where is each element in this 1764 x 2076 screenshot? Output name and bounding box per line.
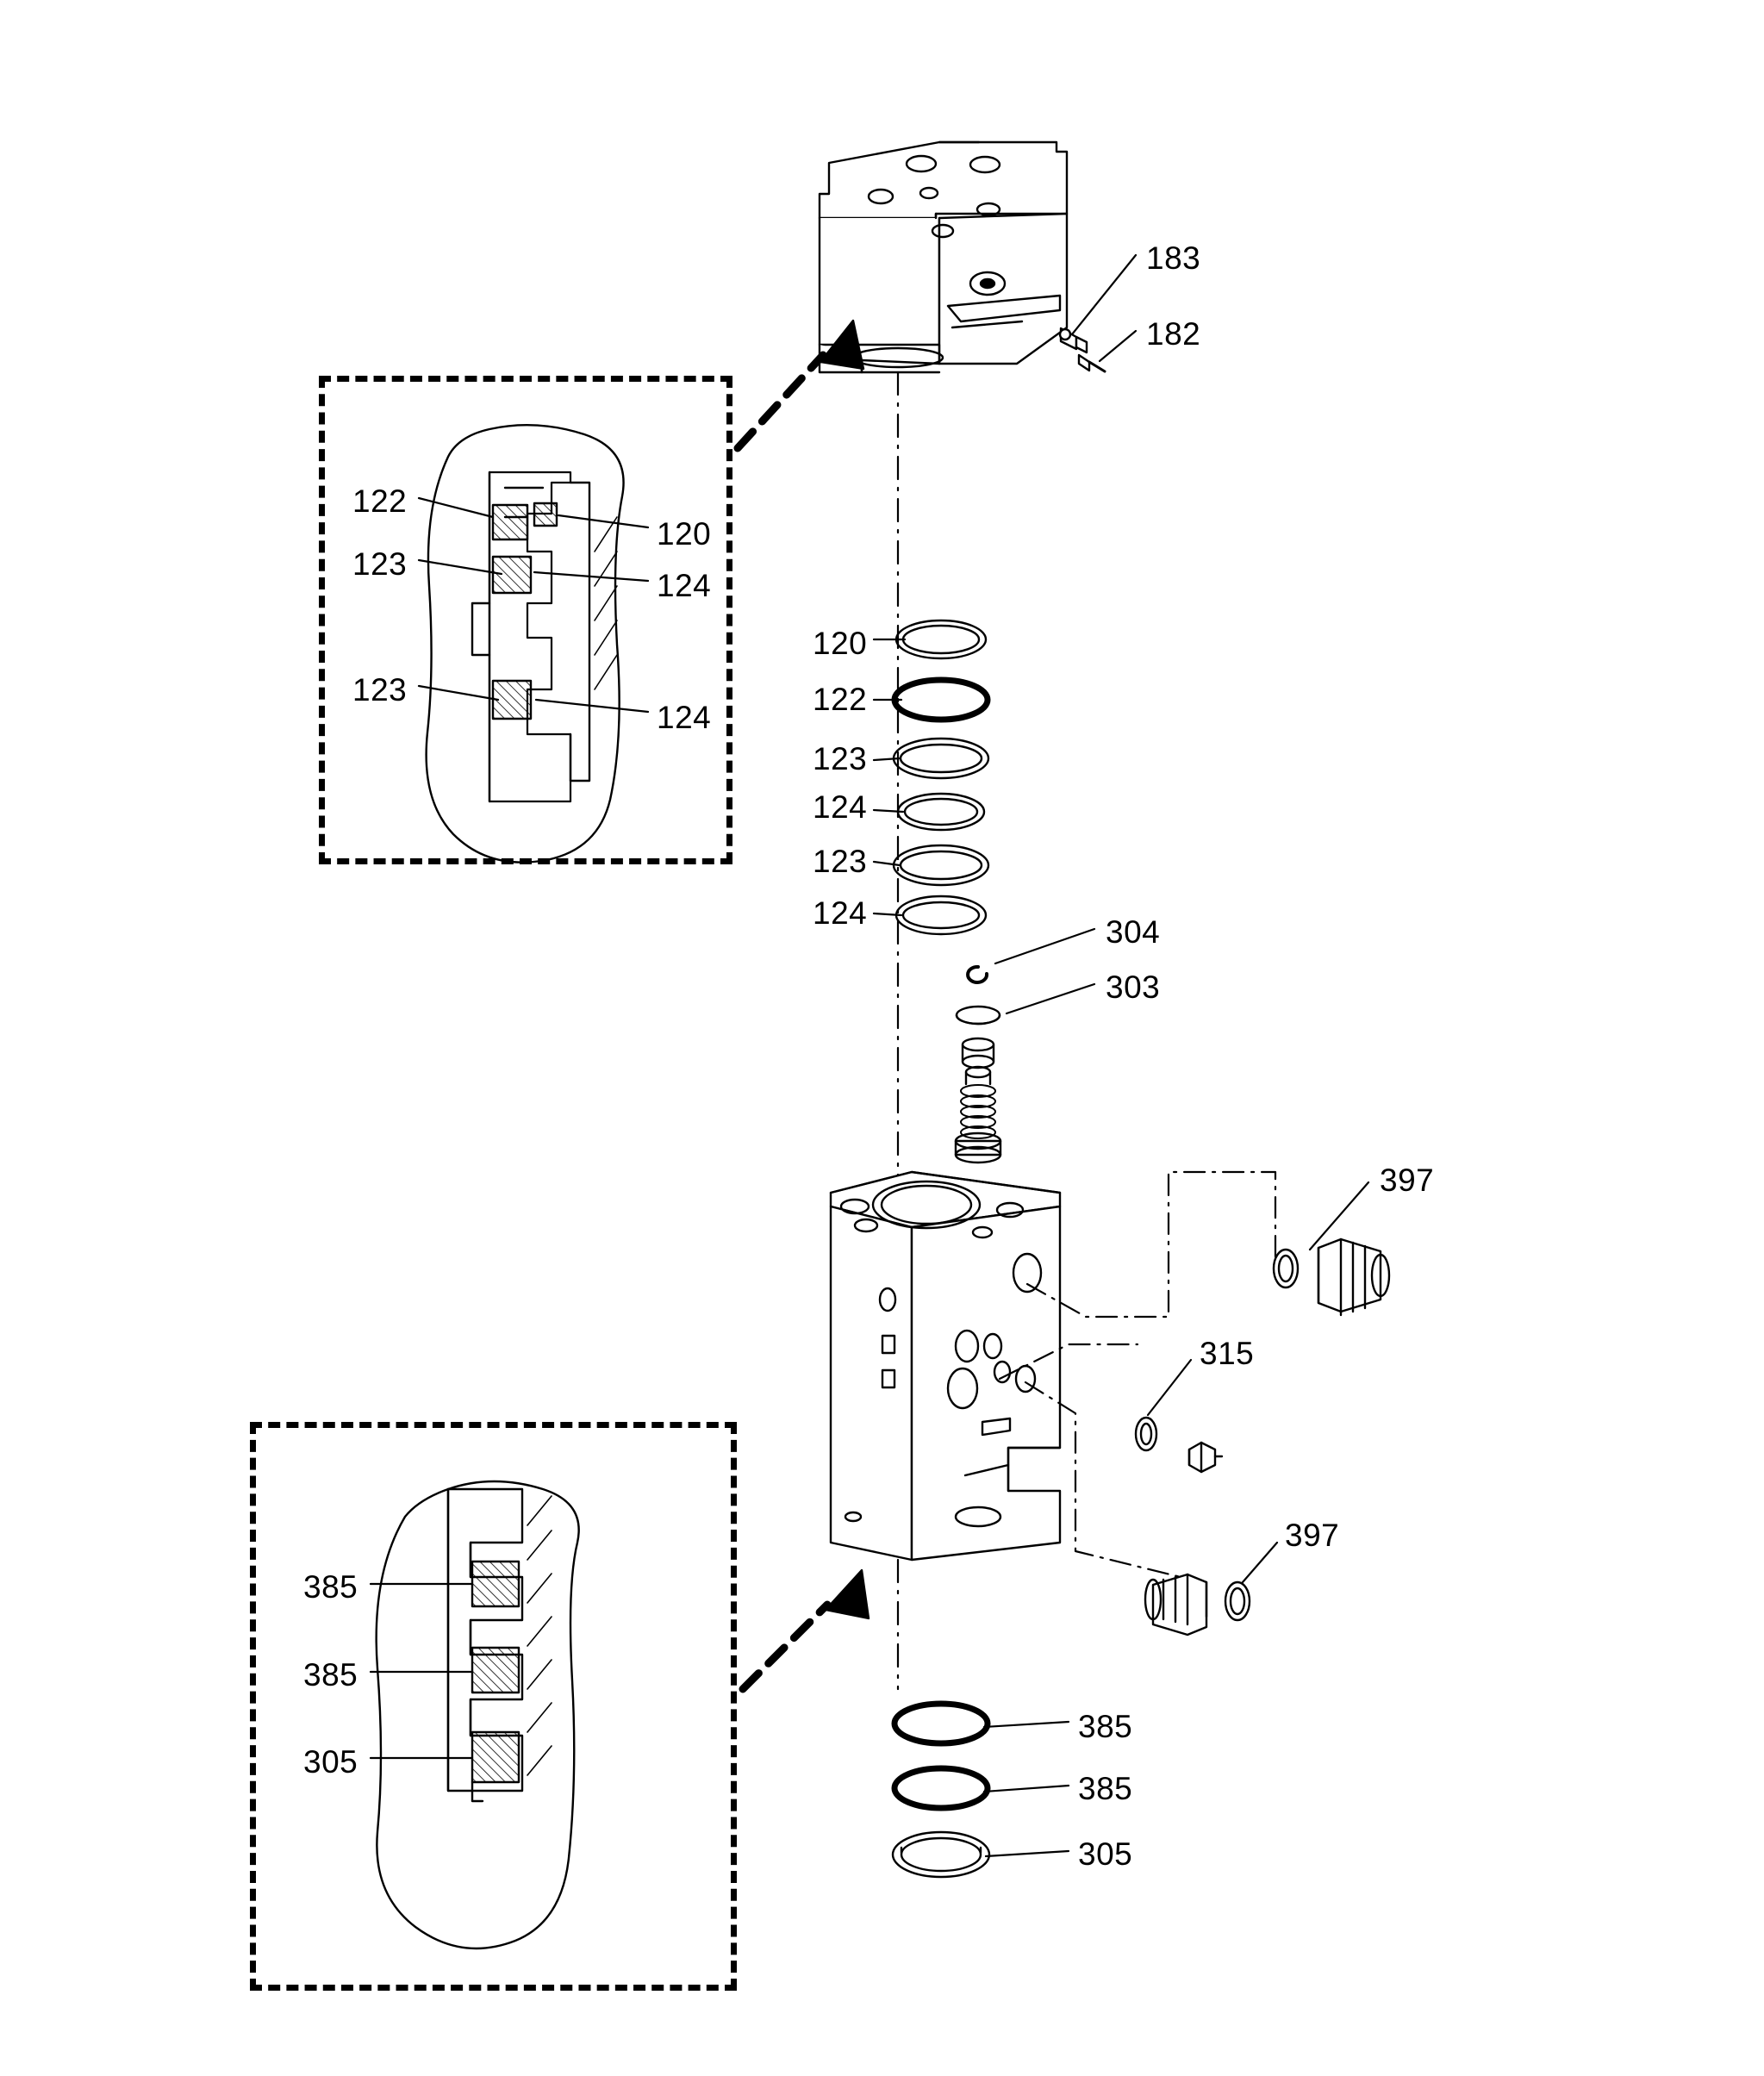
leaders-304-303 xyxy=(995,929,1094,1013)
fitting-397-bottom xyxy=(1145,1574,1250,1635)
callout-305-detail: 305 xyxy=(303,1744,358,1780)
callout-120: 120 xyxy=(813,626,868,661)
callout-303: 303 xyxy=(1106,969,1161,1005)
callout-123-b: 123 xyxy=(813,844,868,879)
leader-182 xyxy=(1100,331,1136,361)
upper-detail-box xyxy=(319,376,732,864)
leaders-bottom-seals xyxy=(984,1722,1069,1856)
seal-ring-123-a xyxy=(894,739,988,778)
washer-303 xyxy=(957,1007,1000,1024)
leader-183 xyxy=(1072,255,1136,334)
callout-120-detail: 120 xyxy=(657,516,712,552)
callout-305: 305 xyxy=(1078,1836,1133,1872)
seal-ring-385-a xyxy=(894,1704,988,1743)
callout-385-detail-a: 385 xyxy=(303,1569,358,1605)
spring-seat-stack xyxy=(956,1038,1000,1163)
callout-304: 304 xyxy=(1106,914,1161,950)
lower-detail-box xyxy=(250,1422,737,1991)
callout-182: 182 xyxy=(1146,316,1201,352)
fitting-315 xyxy=(1136,1418,1222,1472)
seal-ring-122 xyxy=(894,680,988,720)
callout-122-detail: 122 xyxy=(352,483,408,519)
detail-pointer-upper xyxy=(738,355,823,448)
callout-397-top: 397 xyxy=(1380,1163,1435,1198)
callout-123-detail-b: 123 xyxy=(352,672,408,708)
callout-385-a: 385 xyxy=(1078,1709,1133,1744)
callout-122: 122 xyxy=(813,682,868,717)
callout-123-detail-a: 123 xyxy=(352,546,408,582)
detail-pointer-lower xyxy=(743,1605,827,1689)
callout-385-b: 385 xyxy=(1078,1771,1133,1806)
callout-385-detail-b: 385 xyxy=(303,1657,358,1693)
fitting-397-top xyxy=(1274,1239,1389,1315)
callout-124-detail-a: 124 xyxy=(657,568,712,603)
leaders-seal-stack xyxy=(874,639,905,915)
callout-183: 183 xyxy=(1146,240,1201,276)
seal-ring-124-b xyxy=(896,896,986,934)
callout-124-a: 124 xyxy=(813,789,868,825)
callout-124-b: 124 xyxy=(813,895,868,931)
seal-ring-305 xyxy=(893,1832,989,1877)
plug-183-and-screw-182 xyxy=(1060,328,1105,371)
retaining-ring-304 xyxy=(968,967,987,982)
seal-ring-120 xyxy=(896,620,986,658)
seal-ring-385-b xyxy=(894,1768,988,1808)
seal-ring-124-a xyxy=(898,794,984,830)
seal-ring-123-b xyxy=(894,845,988,885)
detail-arrow-lower-head xyxy=(826,1570,869,1618)
callout-315: 315 xyxy=(1200,1336,1255,1371)
callout-397-bottom: 397 xyxy=(1285,1518,1340,1553)
callout-123-a: 123 xyxy=(813,741,868,776)
callout-124-detail-b: 124 xyxy=(657,700,712,735)
